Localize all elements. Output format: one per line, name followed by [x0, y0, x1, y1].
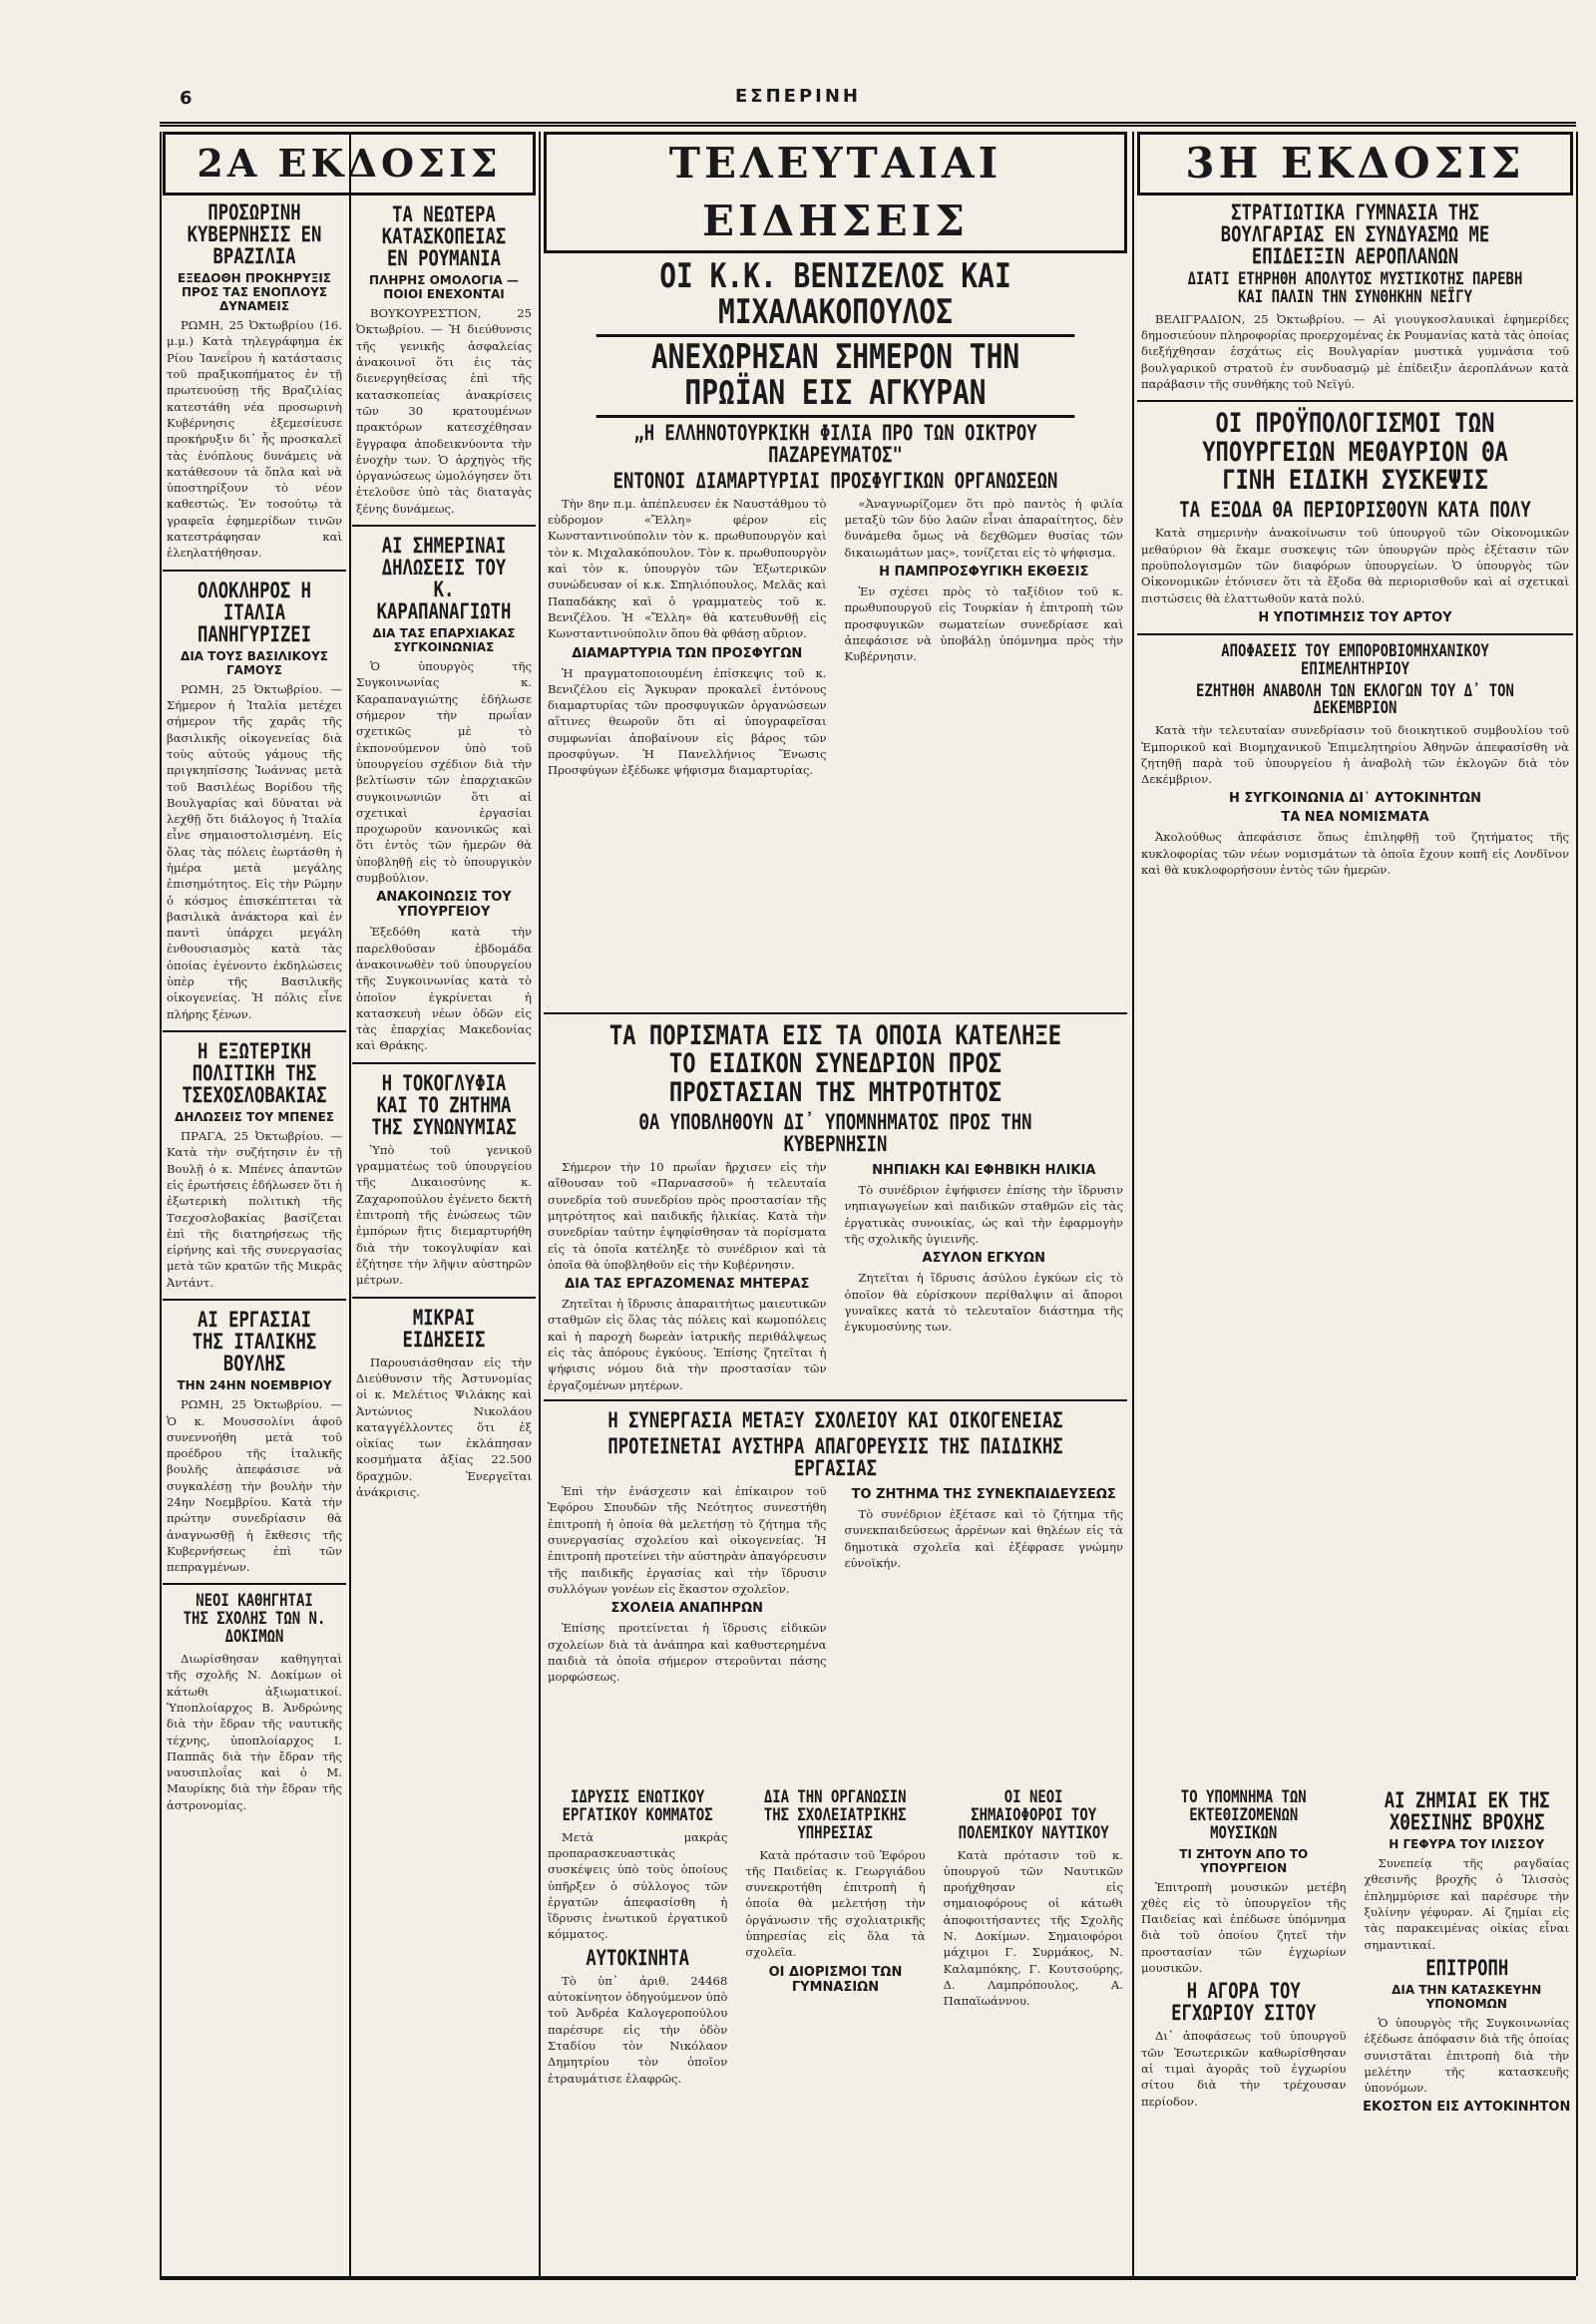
article-body: Ἐπίσης προτείνεται ἡ ἵδρυσις εἰδικῶν σχολείων διὰ τὰ ἀνάπηρα καὶ καθυστερημένα παιδιὰ τὰ ὁποῖα σήμερον στεροῦνται πάσης μορφώσεως. [548, 1621, 827, 1685]
headline: Η ΤΟΚΟΓΛΥΦΙΑ ΚΑΙ ΤΟ ΖΗΤΗΜΑ ΤΗΣ ΣΥΝΩΝΥΜΙΑΣ [371, 1070, 517, 1139]
divider [544, 1399, 1127, 1401]
wide-headline: Η ΣΥΝΕΡΓΑΣΙΑ ΜΕΤΑΞΥ ΣΧΟΛΕΙΟΥ ΚΑΙ ΟΙΚΟΓΕΝΕΙΑΣ [607, 1408, 1063, 1432]
column-5 [1137, 132, 1573, 1309]
wide-column [544, 1483, 831, 1685]
subheadline: ΔΙΑ ΤΟΥΣ ΒΑΣΙΛΙΚΟΥΣ ΓΑΜΟΥΣ [181, 648, 328, 677]
divider [352, 1062, 536, 1064]
article-body: Τὸ ὑπ᾽ ἀριθ. 24468 αὐτοκίνητον ὁδηγούμενον ὑπὸ τοῦ Ἀνδρέα Καλογεροπούλου παρέσυρε εἰς τὴν ὁδὸν Σταδίου τὸν Νικόλαον Δημητρίου τὸν ὁποῖον ἐτραυμάτισε ἐλαφρῶς. [548, 1973, 728, 2086]
page-number: 6 [180, 88, 193, 109]
bottom-columns [1137, 1785, 1573, 2119]
section-heading: ΝΗΠΙΑΚΗ ΚΑΙ ΕΦΗΒΙΚΗ ΗΛΙΚΙΑ [872, 1163, 1096, 1179]
subheadline: ΕΞΕΔΟΘΗ ΠΡΟΚΗΡΥΞΙΣ ΠΡΟΣ ΤΑΣ ΕΝΟΠΛΟΥΣ ΔΥΝΑΜΕΙΣ [178, 271, 331, 314]
article-body: Τὸ συνέδριον ἐξέτασε καὶ τὸ ζήτημα τῆς συνεκπαιδεύσεως ἀρρένων καὶ θηλέων εἰς τὰ δημοτικὰ σχολεῖα καὶ ἐξέφρασε γνώμην εὐνοϊκήν. [844, 1507, 1123, 1571]
headline: ΑΠΟΦΑΣΕΙΣ ΤΟΥ ΕΜΠΟΡΟΒΙΟΜΗΧΑΝΙΚΟΥ ΕΠΙΜΕΛΗΤΗΡΙΟΥ [1221, 640, 1489, 679]
divider [163, 570, 346, 572]
banner-center: ΤΕΛΕΥΤΑΙΑΙ ΕΙΔΗΣΕΙΣ [544, 132, 1127, 253]
section-heading: ΑΣΥΛΟΝ ΕΓΚΥΩΝ [922, 1251, 1045, 1267]
subheadline: ΔΙΑ ΤΑΣ ΕΠΑΡΧΙΑΚΑΣ ΣΥΓΚΟΙΝΩΝΙΑΣ [372, 626, 516, 655]
section-heading: ΑΝΑΚΟΙΝΩΣΙΣ ΤΟΥ ΥΠΟΥΡΓΕΙΟΥ [376, 890, 512, 921]
headline: ΜΙΚΡΑΙ ΕΙΔΗΣΕΙΣ [402, 1305, 486, 1352]
article-body: ΡΩΜΗ, 25 Ὀκτωβρίου (16. μ.μ.) Κατὰ τηλεγράφημα ἐκ Ρίου Ἰανεΐρου ἡ κατάστασις τοῦ πραξικοπήματος ἐν τῇ πρωτευούσῃ τῆς Βραζιλίας κατεστάθη νέα προσωρινὴ Κυβέρνησις ἐξεμεσίευσε προκήρυξιν δι᾽ ἧς προσκαλεῖ τὰς ἐνόπλους δυνάμεις νὰ κατάθεσουν τὰ ὅπλα καὶ νὰ ὑποστηρίξουν τὸ νέον καθεστώς. Ἐν τοσούτῳ τὰ γραφεῖα ἐφημερίδων τινῶν κατεστράφησαν καὶ ἐλεηλατήθησαν. [167, 318, 342, 561]
article-body: Τὸ συνέδριον ἐψήφισεν ἐπίσης τὴν ἴδρυσιν νηπιαγωγείων καὶ παιδικῶν σταθμῶν εἰς τὰς ἐργατικὰς συνοικίας, ὡς καὶ τὴν ἐφαρμογὴν τῆς σχολικῆς ὑγιεινῆς. [844, 1183, 1123, 1246]
wide-deck: ΠΡΟΤΕΙΝΕΤΑΙ ΑΥΣΤΗΡΑ ΑΠΑΓΟΡΕΥΣΙΣ ΤΗΣ ΠΑΙΔΙΚΗΣ ΕΡΓΑΣΙΑΣ [607, 1434, 1063, 1481]
headline: ΑΙ ΣΗΜΕΡΙΝΑΙ ΔΗΛΩΣΕΙΣ ΤΟΥ Κ. ΚΑΡΑΠΑΝΑΓΙΩΤΗ [376, 534, 512, 624]
article-body: Ὁ ὑπουργὸς τῆς Συγκοινωνίας κ. Καραπαναγιώτης ἐδήλωσε σήμερον τὴν πρωΐαν σχετικῶς μὲ τὸ ἐκπονούμενον ὑπὸ τοῦ ὑπουργείου σχέδιον διὰ τὴν βελτίωσιν τῶν ἐπαρχιακῶν συγκοινωνιῶν ὅτι αἱ σχετικαὶ ἐργασίαι προχωροῦν κανονικῶς καὶ ὅτι ἐντὸς τῶν ἡμερῶν θὰ ὑποβληθῇ εἰς τὸ ὑπουργικὸν συμβούλιον. [356, 659, 532, 886]
article-body: Ζητεῖται ἡ ἴδρυσις ἀπαραιτήτως μαιευτικῶν σταθμῶν εἰς ὅλας τὰς πόλεις καὶ κωμοπόλεις καὶ ἡ παροχὴ δωρεὰν ἰατρικῆς περιθάλψεως εἰς τὰς ἀπόρους ἐγκύους. Ἐπίσης ζητεῖται ἡ ψήφισις νόμου διὰ τὴν προστασίαν τῶν ἐργαζομένων μητέρων. [548, 1297, 827, 1392]
bottom-column [940, 1785, 1127, 2087]
headline: ΑΙ ΕΡΓΑΣΙΑΙ ΤΗΣ ΙΤΑΛΙΚΗΣ ΒΟΥΛΗΣ [192, 1308, 317, 1376]
article-body: Ἐπὶ τὴν ἐνάσχεσιν καὶ ἐπίκαιρον τοῦ Ἐφόρου Σπουδῶν τῆς Νεότητος συνεστήθη ἐπιτροπὴ ἡ ὁποία θὰ μελετήσῃ τὸ ζήτημα τῆς συνεργασίας σχολείου καὶ οἰκογενείας. Ἡ ἐπιτροπὴ προτείνει τὴν αὐστηρὰν ἀπαγόρευσιν τῆς παιδικῆς ἐργασίας καὶ τὴν ἵδρυσιν συλλόγων γονέων εἰς ἕκαστον σχολεῖον. [548, 1484, 827, 1596]
headline: ΟΙ ΝΕΟΙ ΣΗΜΑΙΟΦΟΡΟΙ ΤΟΥ ΠΟΛΕΜΙΚΟΥ ΝΑΥΤΙΚΟΥ [958, 1787, 1109, 1843]
bottom-row-center [544, 1785, 1127, 2274]
subheadline: ΠΛΗΡΗΣ ΟΜΟΛΟΓΙΑ — ΠΟΙΟΙ ΕΝΕΧΟΝΤΑΙ [369, 273, 519, 302]
subheadline: ΤΗΝ 24ΗΝ ΝΟΕΜΒΡΙΟΥ [177, 1378, 332, 1393]
subheadline: ΔΗΛΩΣΕΙΣ ΤΟΥ ΜΠΕΝΕΣ [175, 1110, 334, 1125]
wide-column [841, 1483, 1128, 1685]
article-body: ΡΩΜΗ, 25 Ὀκτωβρίου. — Ὁ κ. Μουσσολίνι ἀφοῦ συνεννοήθη μετὰ τοῦ προέδρου τῆς ἰταλικῆς βουλῆς ἀπεφάσισε νὰ συγκαλέσῃ τὴν βουλὴν τὴν 24ην Νοεμβρίου. Κατὰ τὴν πρώτην συνεδρίασιν θὰ ἀναγνωσθῇ ἡ ἔκθεσις τῆς Κυβερνήσεως ἐπὶ τῶν πεπραγμένων. [167, 1397, 342, 1575]
wide-columns [544, 1483, 1127, 1685]
headline: ΠΡΟΣΩΡΙΝΗ ΚΥΒΕΡΝΗΣΙΣ ΕΝ ΒΡΑΖΙΛΙΑ [187, 200, 322, 269]
subheadline: ΤΑ ΕΞΟΔΑ ΘΑ ΠΕΡΙΟΡΙΣΘΟΥΝ ΚΑΤΑ ΠΟΛΥ [1179, 498, 1531, 523]
lead-columns [544, 496, 1127, 1004]
divider [163, 1299, 346, 1301]
mid-headline: ΤΑ ΠΟΡΙΣΜΑΤΑ ΕΙΣ ΤΑ ΟΠΟΙΑ ΚΑΤΕΛΗΞΕ ΤΟ ΕΙΔΙΚΟΝ ΣΥΝΕΔΡΙΟΝ ΠΡΟΣ ΠΡΟΣΤΑΣΙΑΝ ΤΗΣ ΜΗΤΡΟΤΗΤΟΣ [608, 1019, 1062, 1108]
article-body: Ὑπὸ τοῦ γενικοῦ γραμματέως τοῦ ὑπουργείου τῆς Δικαιοσύνης κ. Ζαχαροπούλου ἐγένετο δεκτὴ ἐπιτροπὴ τῆς ἐνώσεως τῶν ἐμπόρων ἥτις διεμαρτυρήθη διὰ τὴν τοκογλυφίαν καὶ ἐζήτησε τὴν λῆψιν αὐστηρῶν μέτρων. [356, 1142, 532, 1288]
article-body: Δι᾽ ἀποφάσεως τοῦ ὑπουργοῦ τῶν Ἐσωτερικῶν καθωρίσθησαν αἱ τιμαὶ ἀγορᾶς τοῦ ἐγχωρίου σίτου διὰ τὴν τρέχουσαν περίοδον. [1141, 2029, 1347, 2109]
lead-quote: „Η ΕΛΛΗΝΟΤΟΥΡΚΙΚΗ ΦΙΛΙΑ ΠΡΟ ΤΩΝ ΟΙΚΤΡΟΥ ΠΑΖΑΡΕΥΜΑΤΟΣ" [633, 420, 1037, 467]
column-rule [349, 132, 351, 2276]
article-body: Κατὰ σημερινὴν ἀνακοίνωσιν τοῦ ὑπουργοῦ τῶν Οἰκονομικῶν μεθαύριον θὰ ἔκαμε συσκεψις τῶν ὑπουργῶν πρὸς ἐξέτασιν τῶν προϋπολογισμῶν τῶν διαφόρων ὑπουργείων. Ὁ ὑπουργὸς τῶν Οἰκονομικῶν ἐτόνισεν ὅτι τὰ ἔξοδα θὰ περιορισθοῦν καὶ αἱ σχετικαὶ πιστώσεις θὰ ἐλαττωθοῦν κατὰ πολύ. [1141, 526, 1569, 605]
article-body: Ζητεῖται ἡ ἵδρυσις ἀσύλου ἐγκύων εἰς τὸ ὁποῖον θὰ εὑρίσκουν περίθαλψιν αἱ ἄποροι γυναῖκες κατὰ τὸ τελευταῖον διάστημα τῆς ἐγκυμοσύνης των. [844, 1271, 1123, 1335]
bottom-column [741, 1785, 929, 2087]
article-body: ΒΕΛΙΓΡΑΔΙΟΝ, 25 Ὀκτωβρίου. — Αἱ γιουγκοσλαυικαὶ ἐφημερίδες δημοσιεύουν πληροφορίας προερχομένας ἐκ Ρουμανίας κατὰ τὰς ὁποίας διεξήχθησαν ἐσχάτως εἰς Βουλγαρίαν μυστικὰ γυμνάσια τοῦ βουλγαρικοῦ στρατοῦ ἐν συνδυασμῷ μὲ ἐπίδειξιν ἀεροπλάνων κατὰ παράβασιν τῆς συνθήκης τοῦ Νεϊγύ. [1141, 311, 1569, 392]
article-body: Τὴν 8ην π.μ. ἀπέπλευσεν ἐκ Ναυστάθμου τὸ εὐδρομον «Ἔλλη» φέρον εἰς Κωνσταντινούπολιν τὸν κ. πρωθυπουργὸν καὶ τὸν κ. Μιχαλακόπουλον. Τὸν κ. πρωθυπουργὸν καὶ τὸν κ. ὑπουργὸν τῶν Ἐξωτερικῶν συνώδευσαν οἱ κ.κ. Σπηλιόπουλος, Μελᾶς καὶ Παπαδάκης καὶ ὁ γραμματεὺς τοῦ κ. Βενιζέλου. Ἡ «Ἔλλη» θὰ κατευθυνθῇ εἰς Κωνσταντινούπολιν ὅπου θὰ φθάσῃ αὔριον. [548, 496, 827, 641]
divider [1137, 400, 1573, 402]
headline: ΟΛΟΚΛΗΡΟΣ Η ΙΤΑΛΙΑ ΠΑΝΗΓΥΡΙΖΕΙ [197, 578, 312, 646]
subheadline: ΔΙΑ ΤΗΝ ΚΑΤΑΣΚΕΥΗΝ ΥΠΟΝΟΜΩΝ [1392, 1982, 1542, 2011]
headline: ΕΠΙΤΡΟΠΗ [1424, 1955, 1508, 1980]
bottom-columns [544, 1785, 1127, 2087]
lead-column [544, 496, 831, 1004]
article-body: Κατὰ πρότασιν τοῦ Ἐφόρου τῆς Παιδείας κ. Γεωργιάδου συνεκροτήθη ἐπιτροπὴ ἡ ὁποία θὰ μελετήσῃ τὴν ὀργάνωσιν τῆς σχολιατρικῆς ὑπηρεσίας εἰς ὅλα τὰ σχολεῖα. [745, 1847, 926, 1960]
article-body: Διωρίσθησαν καθηγηταὶ τῆς σχολῆς Ν. Δοκίμων οἱ κάτωθι ἀξιωματικοί. Ὑποπλοίαρχος Β. Ἀνδρώνης διὰ τὴν ἔδραν τῆς ναυτικῆς τέχνης, ὑποπλοίαρχος Ι. Παππᾶς διὰ τὴν ἔδραν τῆς ναυσιπλοΐας καὶ ὁ Μ. Μαυρίκης διὰ τὴν ἔδραν τῆς ἀστρονομίας. [167, 1652, 342, 1812]
subheadline: Η ΓΕΦΥΡΑ ΤΟΥ ΙΛΙΣΣΟΥ [1389, 1837, 1545, 1852]
headline: ΑΙ ΖΗΜΙΑΙ ΕΚ ΤΗΣ ΧΘΕΣΙΝΗΣ ΒΡΟΧΗΣ [1384, 1788, 1550, 1835]
mid-deck: ΘΑ ΥΠΟΒΛΗΘΟΥΝ ΔΙ᾽ ΥΠΟΜΝΗΜΑΤΟΣ ΠΡΟΣ ΤΗΝ ΚΥΒΕΡΝΗΣΙΝ [638, 1109, 1032, 1156]
article-body: Παρουσιάσθησαν εἰς τὴν Διεύθυνσιν τῆς Ἀστυνομίας οἱ κ. Μελέτιος Ψιλάκης καὶ Ἀντώνιος Νικολάου καταγγέλλοντες ὅτι ἐξ οἰκίας των ἐκλάπησαν κοσμήματα ἀξίας 22.500 δραχμῶν. Ἐνεργεῖται ἀνάκρισις. [356, 1355, 532, 1499]
section-heading: ΤΟ ΖΗΤΗΜΑ ΤΗΣ ΣΥΝΕΚΠΑΙΔΕΥΣΕΩΣ [851, 1487, 1116, 1503]
bottom-column [544, 1785, 731, 2087]
article-body: Μετὰ μακρὰς προπαρασκευαστικὰς συσκέψεις ὑπὸ τοὺς ὁποίους ὑπῆρξεν ὁ σύλλογος τῶν ἐργατῶν ἀπεφασίσθη ἡ ἵδρυσις ἑνωτικοῦ ἐργατικοῦ κόμματος. [548, 1829, 728, 1942]
article-body: Ὁ ὑπουργὸς τῆς Συγκοινωνίας ἐξέδωσε ἀπόφασιν διὰ τῆς ὁποίας συνιστᾶται ἐπιτροπὴ διὰ τὴν μελέτην τῆς κατασκευῆς ὑπονόμων. [1364, 2015, 1569, 2096]
article-body: Κατὰ τὴν τελευταίαν συνεδρίασιν τοῦ διοικητικοῦ συμβουλίου τοῦ Ἐμπορικοῦ καὶ Βιομηχανικοῦ Ἐπιμελητηρίου Ἀθηνῶν ἀπεφασίσθη νὰ ζητηθῇ παρὰ τοῦ ὑπουργείου ἡ ἀναβολὴ τῶν ἐκλογῶν διὰ τὸν Δεκέμβριον. [1141, 723, 1569, 787]
article-body: ΡΩΜΗ, 25 Ὀκτωβρίου. — Σήμερον ἡ Ἰταλία μετέχει σήμερον τῆς χαρᾶς τῆς βασιλικῆς οἰκογενείας διὰ τοὺς αὐτούς γάμους τῆς πριγκηπίσσης Ἰωάννας μετὰ τοῦ Βασιλέως Βορίδου τῆς Βουλγαρίας καὶ δύναται νὰ λεχθῇ ὅτι διάλογος ἡ Ἰταλία εἶνε σημαιοστολισμένη. Εἰς ὅλας τὰς πόλεις ἐωρτάσθη ἡ ἡμέρα μετὰ μεγάλης ἐπισημότητος. Εἰς τὴν Ρώμην ὁ κόσμος ἐπισκέπτεται τὰ βασιλικὰ ἀνάκτορα καὶ ἐν παντὶ ὑπάρχει μεγάλη ἐνθουσιασμὸς κατὰ τὰς ὁποίας ἐγένοντο ἐκδηλώσεις ὑπὲρ τῆς Βασιλικῆς οἰκογενείας. Ἡ πόλις εἶνε πλήρης ξένων. [167, 681, 342, 1021]
article-body: Συνεπείᾳ τῆς ραγδαίας χθεσινῆς βροχῆς ὁ Ἰλισσὸς ἐπλημμύρισε καὶ παρέσυρε τὴν ξυλίνην γέφυραν. Αἱ ζημίαι εἰς τὰς παρακειμένας οἰκίας εἶναι σημαντικαί. [1364, 1856, 1569, 1952]
wide-story [544, 1391, 1127, 1770]
subheadline: ΕΖΗΤΗΘΗ ΑΝΑΒΟΛΗ ΤΩΝ ΕΚΛΟΓΩΝ ΤΟΥ Δ᾽ ΤΟΝ ΔΕΚΕΜΒΡΙΟΝ [1196, 680, 1514, 719]
headline: ΤΟ ΥΠΟΜΝΗΜΑ ΤΩΝ ΕΚΤΕΘΙΖΟΜΕΝΩΝ ΜΟΥΣΙΚΩΝ [1180, 1787, 1307, 1843]
section-heading: Η ΥΠΟΤΙΜΗΣΙΣ ΤΟΥ ΑΡΤΟΥ [1258, 609, 1452, 625]
divider [544, 1012, 1127, 1014]
divider [352, 525, 536, 527]
lead-headline: ΑΝΕΧΩΡΗΣΑΝ ΣΗΜΕΡΟΝ ΤΗΝ ΠΡΩΪΑΝ ΕΙΣ ΑΓΚΥΡΑΝ [597, 334, 1075, 417]
headline: ΤΑ ΝΕΩΤΕΡΑ ΚΑΤΑΣΚΟΠΕΙΑΣ ΕΝ ΡΟΥΜΑΝΙΑ [381, 202, 507, 271]
headline: ΟΙ ΠΡΟΫΠΟΛΟΓΙΣΜΟΙ ΤΩΝ ΥΠΟΥΡΓΕΙΩΝ ΜΕΘΑΥΡΙΟΝ ΘΑ ΓΙΝΗ ΕΙΔΙΚΗ ΣΥΣΚΕΨΙΣ [1202, 408, 1508, 496]
lead-kicker: ΟΙ Κ.Κ. ΒΕΝΙΖΕΛΟΣ ΚΑΙ ΜΙΧΑΛΑΚΟΠΟΥΛΟΣ [659, 256, 1011, 332]
headline: Η ΕΞΩΤΕΡΙΚΗ ΠΟΛΙΤΙΚΗ ΤΗΣ ΤΣΕΧΟΣΛΟΒΑΚΙΑΣ [182, 1038, 327, 1108]
column-rule [160, 132, 162, 2276]
headline: ΣΤΡΑΤΙΩΤΙΚΑ ΓΥΜΝΑΣΙΑ ΤΗΣ ΒΟΥΛΓΑΡΙΑΣ ΕΝ ΣΥΝΔΥΑΣΜΩ ΜΕ ΕΠΙΔΕΙΞΙΝ ΑΕΡΟΠΛΑΝΩΝ [1220, 200, 1490, 269]
paper-name: ΕΣΠΕΡΙΝΗ [735, 86, 861, 107]
section-heading: ΔΙΑ ΤΑΣ ΕΡΓΑΖΟΜΕΝΑΣ ΜΗΤΕΡΑΣ [565, 1277, 810, 1293]
bottom-rule [160, 2276, 1576, 2280]
lead-column [841, 496, 1128, 1004]
headline: Η ΑΓΟΡΑ ΤΟΥ ΕΓΧΩΡΙΟΥ ΣΙΤΟΥ [1171, 1979, 1317, 2026]
headline: ΝΕΟΙ ΚΑΘΗΓΗΤΑΙ ΤΗΣ ΣΧΟΛΗΣ ΤΩΝ Ν. ΔΟΚΙΜΩΝ [183, 1591, 326, 1648]
section-heading: Η ΠΑΜΠΡΟΣΦΥΓΙΚΗ ΕΚΘΕΣΙΣ [879, 565, 1089, 581]
article-body: «Ἀναγνωρίζομεν ὅτι πρὸ παντὸς ἡ φιλία μεταξὺ τῶν δύο λαῶν εἶναι ἀπαραίτητος, δὲν δυνάμεθα ὅμως νὰ δεχθῶμεν θυσίας τῶν δικαιωμάτων μας», τονίζεται εἰς τὸ ψήφισμα. [844, 496, 1123, 560]
divider [163, 1030, 346, 1032]
bottom-row-right [1137, 1785, 1573, 2274]
bottom-column [1361, 1785, 1574, 2119]
section-heading: ΣΧΟΛΕΙΑ ΑΝΑΠΗΡΩΝ [610, 1601, 764, 1617]
article-body: Ἡ πραγματοποιουμένη ἐπίσκεψις τοῦ κ. Βενιζέλου εἰς Ἄγκυραν προκαλεῖ ἐντόνους διαμαρτυρίας τῶν προσφυγικῶν ὀργανώσεων αἵτινες θεωροῦν ὅτι αἱ ὑπογραφεῖσαι συμφωνίαι ἀποβαίνουν εἰς βάρος τῶν προσφύγων. Ἡ Πανελλήνιος Ἕνωσις Προσφύγων ἐξέδωκε ψήφισμα διαμαρτυρίας. [548, 665, 827, 778]
banner-left: 2Α ΕΚΔΟΣΙΣ [163, 132, 536, 195]
subheadline: ΔΙΑΤΙ ΕΤΗΡΗΘΗ ΑΠΟΛΥΤΟΣ ΜΥΣΤΙΚΟΤΗΣ ΠΑΡΕΒΗ ΚΑΙ ΠΑΛΙΝ ΤΗΝ ΣΥΝΘΗΚΗΝ ΝΕΪΓΥ [1187, 269, 1523, 307]
article-body: Ἐπιτροπὴ μουσικῶν μετέβη χθὲς εἰς τὸ ὑπουργεῖον τῆς Παιδείας καὶ ἐπέδωσε ὑπόμνημα διὰ τοῦ ὁποίου ζητεῖ τὴν προστασίαν τῶν ἐγχωρίων μουσικῶν. [1141, 1879, 1347, 1976]
article-body: Ἐξεδόθη κατὰ τὴν παρελθοῦσαν ἑβδομάδα ἀνακοινωθὲν τοῦ ὑπουργείου τῆς Συγκοινωνίας κατὰ τὸ ὁποῖον ἐγκρίνεται ἡ κατασκευὴ νέων ὁδῶν εἰς τὰς ἐπαρχίας Μακεδονίας καὶ Θράκης. [356, 925, 532, 1053]
column-rule [1576, 132, 1578, 2276]
bottom-column [1137, 1785, 1351, 2119]
subheadline: ΤΙ ΖΗΤΟΥΝ ΑΠΟ ΤΟ ΥΠΟΥΡΓΕΙΟΝ [1179, 1846, 1309, 1875]
section-heading: ΕΚΟΣΤΟΝ ΕΙΣ ΑΥΤΟΚΙΝΗΤΟΝ [1363, 2100, 1571, 2116]
article-body: Ἐν σχέσει πρὸς τὸ ταξίδιον τοῦ κ. πρωθυπουργοῦ εἰς Τουρκίαν ἡ ἐπιτροπὴ τῶν προσφυγικῶν σωματείων συνεδρίασε καὶ ἀπεφάσισε νὰ ὑποβάλῃ ὑπόμνημα πρὸς τὴν Κυβέρνησιν. [844, 584, 1123, 664]
section-heading: Η ΣΥΓΚΟΙΝΩΝΙΑ ΔΙ᾽ ΑΥΤΟΚΙΝΗΤΩΝ [1229, 791, 1481, 807]
lead-deck: ΕΝΤΟΝΟΙ ΔΙΑΜΑΡΤΥΡΙΑΙ ΠΡΟΣΦΥΓΙΚΩΝ ΟΡΓΑΝΩΣΕΩΝ [612, 468, 1058, 493]
column-rule [1132, 132, 1134, 2276]
column-2 [352, 199, 536, 2274]
banner-right: 3Η ΕΚΔΟΣΙΣ [1137, 132, 1573, 195]
divider [163, 1583, 346, 1585]
article-body: Σήμερον τὴν 10 πρωΐαν ἤρχισεν εἰς τὴν αἴθουσαν τοῦ «Παρνασσοῦ» ἡ τελευταία συνεδρία τοῦ συνεδρίου πρὸς προστασίαν τῆς μητρότητος καὶ παιδικῆς ἡλικίας. Κατὰ τὴν συνεδρίαν ταύτην ἐψηφίσθησαν τὰ πορίσματα εἰς τὰ ὁποῖα κατέληξε τὸ συνέδριον καὶ τὰ ὁποῖα θὰ ὑποβληθοῦν εἰς τὴν Κυβέρνησιν. [548, 1160, 827, 1272]
section-heading: ΔΙΑΜΑΡΤΥΡΙΑ ΤΩΝ ΠΡΟΣΦΥΓΩΝ [572, 645, 803, 661]
headline: ΔΙΑ ΤΗΝ ΟΡΓΑΝΩΣΙΝ ΤΗΣ ΣΧΟΛΕΙΑΤΡΙΚΗΣ ΥΠΗΡΕΣΙΑΣ [764, 1787, 907, 1843]
article-body: ΒΟΥΚΟΥΡΕΣΤΙΟΝ, 25 Ὀκτωβρίου. — Ἡ διεύθυνσις τῆς γενικῆς ἀσφαλείας ἀνακοινοῖ ὅτι ἐις τὰς διενεργηθείσας ἐπὶ τῆς κατασκοπείας ἀνακρίσεις τῶν 30 κρατουμένων πρακτόρων κατεσχέθησαν ἔγγραφα ἀποδεικνύοντα τὴν ἐνοχὴν των. Ὁ ἀρχηγὸς τῆς ὀργανώσεως ὡμολόγησεν ὅτι ἐτελοῦσε ὑπὸ τὰς διαταγὰς ξένης δυνάμεως. [356, 306, 532, 516]
divider [1137, 633, 1573, 635]
article-body: Ἀκολούθως ἀπεφάσισε ὅπως ἐπιληφθῇ τοῦ ζητήματος τῆς κυκλοφορίας τῶν νέων νομισμάτων τὰ ὁποῖα ἔχουν κοπῆ εἰς Λονδῖνον καὶ θὰ κυκλοφορήσουν ἐντὸς τῶν ἡμερῶν. [1141, 830, 1569, 878]
section-heading: ΟΙ ΔΙΟΡΙΣΜΟΙ ΤΩΝ ΓΥΜΝΑΣΙΩΝ [768, 1964, 903, 1995]
section-heading: ΤΑ ΝΕΑ ΝΟΜΙΣΜΑΤΑ [1281, 810, 1429, 826]
article-body: Κατὰ πρότασιν τοῦ κ. ὑπουργοῦ τῶν Ναυτικῶν προήχθησαν εἰς σημαιοφόρους οἱ κάτωθι ἀποφοιτήσαντες τῆς Σχολῆς Ν. Δοκίμων. Σημαιοφόροι μάχιμοι Γ. Συρμάκος, Ν. Καλαμπόκης, Γ. Κουτσούρης, Δ. Λαμπρόπουλος, Α. Παπαϊωάννου. [943, 1847, 1123, 2009]
article-body: ΠΡΑΓΑ, 25 Ὀκτωβρίου. — Κατὰ τὴν συζήτησιν ἐν τῇ Βουλῇ ὁ κ. Μπένες ἀπαντῶν εἰς ἐρωτήσεις ἐδήλωσεν ὅτι ἡ ἐξωτερικὴ πολιτικὴ τῆς Τσεχοσλοβακίας βασίζεται ἐπὶ τῆς διατηρήσεως τῆς εἰρήνης καὶ τῆς συνεργασίας μετὰ τῶν κρατῶν τῆς Μικρᾶς Ἀντάντ. [167, 1129, 342, 1290]
divider [352, 1297, 536, 1299]
column-rule [539, 132, 541, 2276]
headline: ΑΥΤΟΚΙΝΗΤΑ [586, 1945, 689, 1970]
headline: ΙΔΡΥΣΙΣ ΕΝΩΤΙΚΟΥ ΕΡΓΑΤΙΚΟΥ ΚΟΜΜΑΤΟΣ [562, 1787, 713, 1825]
